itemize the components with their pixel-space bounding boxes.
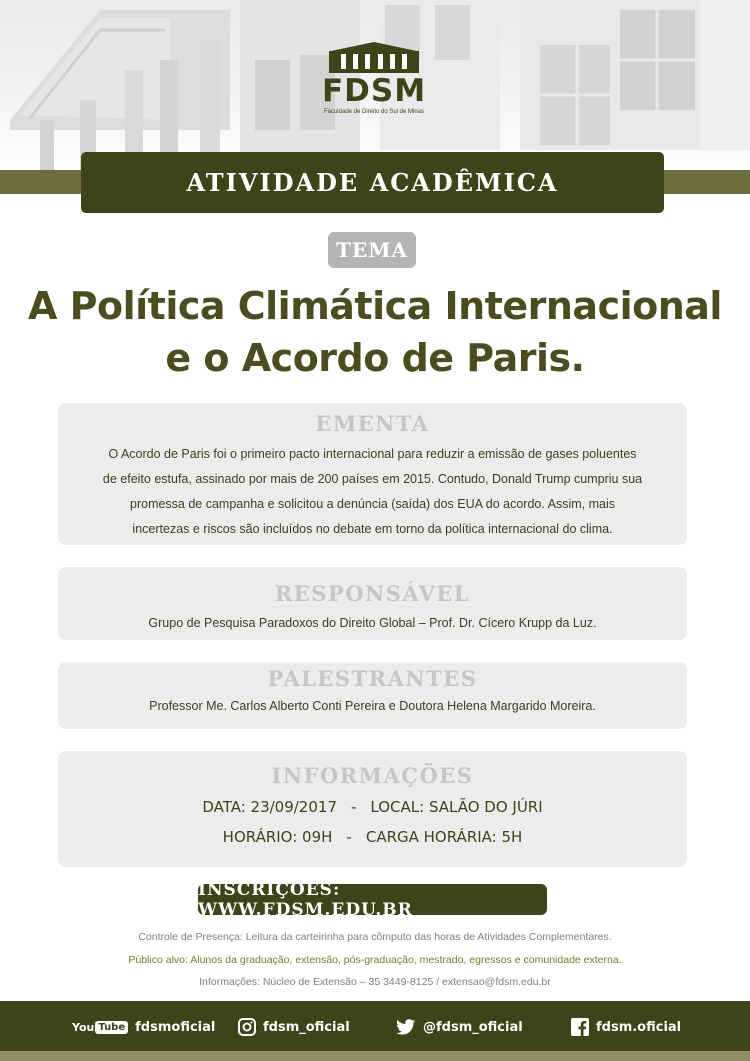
- facebook-icon: [571, 1018, 589, 1036]
- ementa-box: [58, 403, 687, 545]
- fdsm-logo: [321, 42, 427, 130]
- responsavel-box: [58, 567, 687, 640]
- inscricoes-button[interactable]: [198, 879, 547, 920]
- logo-subtitle: Faculdade de Direito do Sul de Minas: [323, 109, 425, 115]
- title-banner: [81, 152, 664, 213]
- footer-audience: Público alvo: Alunos da graduação, extensão, pós-graduação, mestrado, egressos e comunidade externa.: [128, 954, 622, 966]
- responsavel-heading: RESPONSÁVEL: [274, 581, 471, 606]
- facebook-link[interactable]: [571, 1016, 681, 1038]
- main-title-line2: e o Acordo de Paris.: [165, 336, 585, 380]
- main-title: [0, 280, 750, 384]
- facebook-handle[interactable]: fdsm.oficial: [596, 1019, 682, 1035]
- info-local: LOCAL: SALÃO DO JÚRI: [370, 798, 543, 816]
- info-hours: CARGA HORÁRIA: 5H: [365, 828, 523, 846]
- responsavel-text: Grupo de Pesquisa Paradoxos do Direito Global – Prof. Dr. Cícero Krupp da Luz.: [148, 616, 597, 630]
- info-separator: -: [346, 828, 352, 846]
- footer-contact: Informações: Núcleo de Extensão – 35 3449-8125 / extensao@fdsm.edu.br: [199, 976, 551, 988]
- informacoes-heading: INFORMAÇÕES: [271, 763, 474, 788]
- inscricoes-label[interactable]: INSCRIÇÕES: WWW.FDSM.EDU.BR: [198, 879, 413, 920]
- palestrantes-heading: PALESTRANTES: [267, 666, 478, 691]
- instagram-link[interactable]: [238, 1016, 350, 1038]
- bottom-stripe: [0, 1051, 750, 1061]
- columns-icon: [327, 42, 421, 74]
- info-time: HORÁRIO: 09H: [222, 828, 333, 846]
- info-date: DATA: 23/09/2017: [202, 798, 337, 816]
- logo-text: FDSM: [321, 73, 427, 109]
- palestrantes-box: [58, 662, 687, 729]
- palestrantes-text: Professor Me. Carlos Alberto Conti Pereira e Doutora Helena Margarido Moreira.: [149, 699, 596, 713]
- youtube-handle[interactable]: fdsmoficial: [135, 1019, 216, 1035]
- twitter-link[interactable]: [396, 1016, 523, 1038]
- twitter-icon: [396, 1019, 416, 1036]
- tema-label: [328, 232, 416, 268]
- main-title-line1: A Política Climática Internacional: [28, 284, 722, 328]
- youtube-link[interactable]: [72, 1016, 215, 1038]
- footer-attendance: Controle de Presença: Leitura da carteirinha para cômputo das horas de Atividades Complementares.: [138, 931, 612, 943]
- informacoes-box: [58, 751, 687, 867]
- instagram-handle[interactable]: fdsm_oficial: [263, 1019, 350, 1035]
- tema-label-text: TEMA: [336, 238, 408, 262]
- ementa-text: O Acordo de Paris foi o primeiro pacto internacional para reduzir a emissão de gases poluentes de efeito estufa, assinado por mais de 200 países em 2015. Contudo, Donald Trump cumpriu sua promessa de campanha e solicitou a denúncia (saída) dos EUA do acordo. Assim, mais incertezas e riscos são incluídos no debate em torno da política internacional do clima.: [102, 447, 643, 536]
- ementa-heading: EMENTA: [315, 411, 430, 436]
- info-row-time-hours: [58, 826, 687, 848]
- twitter-handle[interactable]: @fdsm_oficial: [423, 1019, 523, 1035]
- banner-title: ATIVIDADE ACADÊMICA: [186, 168, 559, 197]
- info-separator: -: [350, 798, 357, 816]
- instagram-icon: [238, 1018, 256, 1036]
- info-row-date-local: [58, 796, 687, 818]
- youtube-icon: You Tube: [72, 1021, 128, 1034]
